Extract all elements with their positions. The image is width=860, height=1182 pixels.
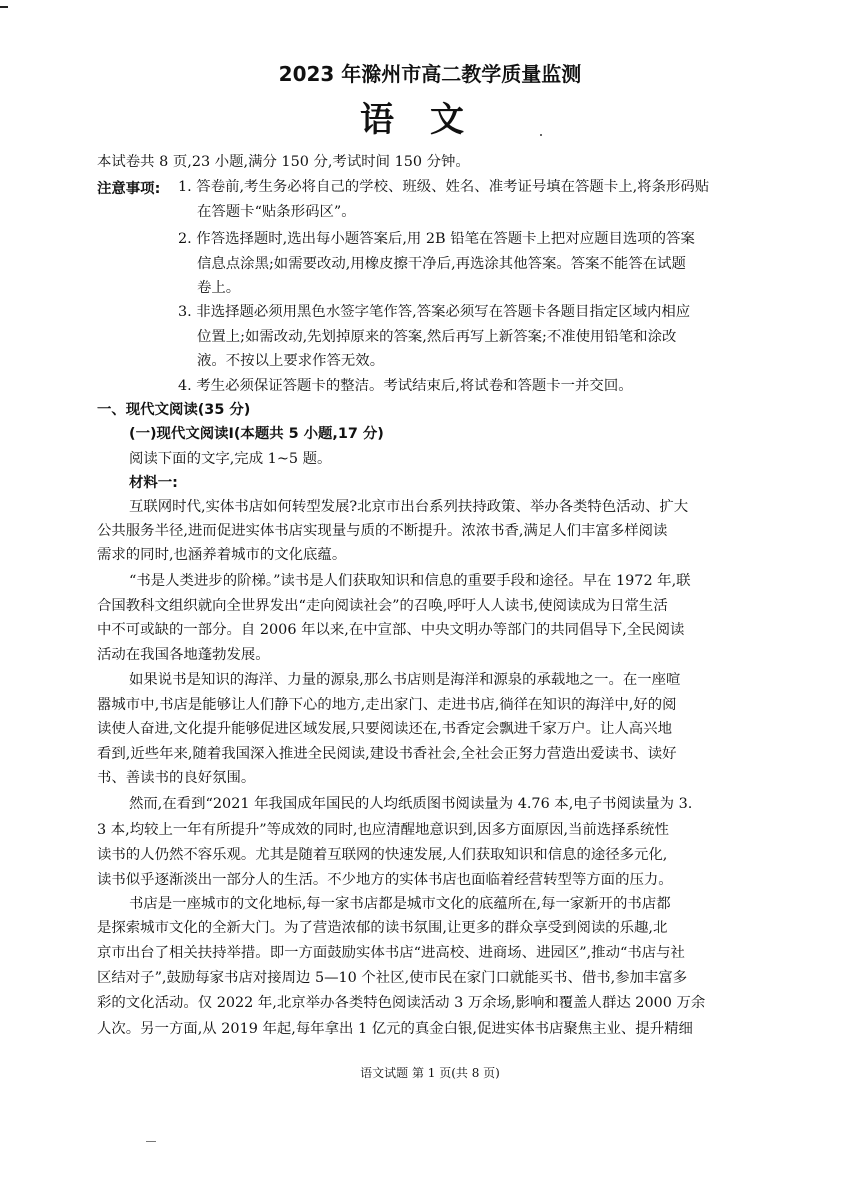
notice-line: 4. 考生必须保证答题卡的整洁。考试结束后,将试卷和答题卡一并交回。 [178,378,633,394]
notice-line: 在答题卡“贴条形码区”。 [197,204,356,220]
notice-label: 注意事项: [97,181,161,197]
notice-line: 液。不按以上要求作答无效。 [197,353,385,369]
section-instruction: 阅读下面的文字,完成 1~5 题。 [129,451,332,467]
notice-line: 2. 作答选择题时,选出每小题答案后,用 2B 铅笔在答题卡上把对应题目选项的答案 [178,231,695,247]
body-line: 读书的人仍然不容乐观。尤其是随着互联网的快速发展,人们获取知识和信息的途径多元化, [97,847,668,863]
body-line: 彩的文化活动。仅 2022 年,北京举办各类特色阅读活动 3 万余场,影响和覆盖人群达 2000 万余 [97,995,706,1011]
body-line: 人次。另一方面,从 2019 年起,每年拿出 1 亿元的真金白银,促进实体书店聚焦主业、提升精细 [97,1021,693,1037]
scan-mark [0,6,8,8]
exam-intro: 本试卷共 8 页,23 小题,满分 150 分,考试时间 150 分钟。 [97,154,470,170]
body-line: 京市出台了相关扶持举措。即一方面鼓励实体书店“进高校、进商场、进园区”,推动“书店与社 [97,945,685,961]
body-line: 如果说书是知识的海洋、力量的源泉,那么书店则是海洋和源泉的承载地之一。在一座喧 [129,672,681,688]
body-line: 读使人奋进,文化提升能够促进区域发展,只要阅读还在,书香定会飘进千家万户。让人高兴地 [97,721,672,737]
body-line: 区结对子”,鼓励每家书店对接周边 5—10 个社区,使市民在家门口就能买书、借书,参加丰富多 [97,970,688,986]
section-heading: 一、现代文阅读(35 分) [97,402,251,418]
subject-title: 语文 [360,100,500,140]
scan-speck [146,1141,156,1142]
body-line: “书是人类进步的阶梯。”读书是人们获取知识和信息的重要手段和途径。早在 1972 年,联 [129,573,691,589]
notice-line: 3. 非选择题必须用黑色水签字笔作答,答案必须写在答题卡各题目指定区域内相应 [178,304,691,320]
body-line: 书、善读书的良好氛围。 [97,770,256,786]
body-line: 合国教科文组织就向全世界发出“走向阅读社会”的召唤,呼吁人人读书,使阅读成为日常生活 [97,598,668,614]
body-line: 中不可或缺的一部分。自 2006 年以来,在中宣部、中央文明办等部门的共同倡导下,全民阅读 [97,622,685,638]
exam-title: 2023 年滁州市高二教学质量监测 [278,62,582,86]
body-line: 活动在我国各地蓬勃发展。 [97,647,270,663]
body-line: 然而,在看到“2021 年我国成年国民的人均纸质图书阅读量为 4.76 本,电子书阅读量为 3. [129,796,693,812]
body-line: 看到,近些年来,随着我国深入推进全民阅读,建设书香社会,全社会正努力营造出爱读书、读好 [97,746,677,762]
notice-line: 信息点涂黑;如需要改动,用橡皮擦干净后,再选涂其他答案。答案不能答在试题 [197,256,686,272]
body-line: 嚣城市中,书店是能够让人们静下心的地方,走出家门、走进书店,徜徉在知识的海洋中,好的阅 [97,697,677,713]
notice-line: 1. 答卷前,考生务必将自己的学校、班级、姓名、准考证号填在答题卡上,将条形码贴 [178,179,710,195]
body-line: 需求的同时,也涵养着城市的文化底蕴。 [97,547,347,563]
body-line: 是探索城市文化的全新大门。为了营造浓郁的读书氛围,让更多的群众享受到阅读的乐趣,北 [97,920,668,936]
notice-line: 位置上;如需改动,先划掉原来的答案,然后再写上新答案;不准使用铅笔和涂改 [197,329,677,345]
body-line: 公共服务半径,进而促进实体书店实现量与质的不断提升。浓浓书香,满足人们丰富多样阅读 [97,523,668,539]
body-line: 3 本,均较上一年有所提升”等成效的同时,也应清醒地意识到,因多方面原因,当前选择系统性 [97,822,669,838]
section-subheading: (一)现代文阅读Ⅰ(本题共 5 小题,17 分) [129,426,384,442]
body-line: 读书似乎逐渐淡出一部分人的生活。不少地方的实体书店也面临着经营转型等方面的压力。 [97,872,673,888]
notice-line: 卷上。 [197,280,241,296]
material-label: 材料一: [129,475,178,491]
page-footer: 语文试题 第 1 页(共 8 页) [360,1066,500,1080]
body-line: 书店是一座城市的文化地标,每一家书店都是城市文化的底蕴所在,每一家新开的书店都 [129,896,671,912]
body-line: 互联网时代,实体书店如何转型发展?北京市出台系列扶持政策、举办各类特色活动、扩大 [129,499,689,515]
